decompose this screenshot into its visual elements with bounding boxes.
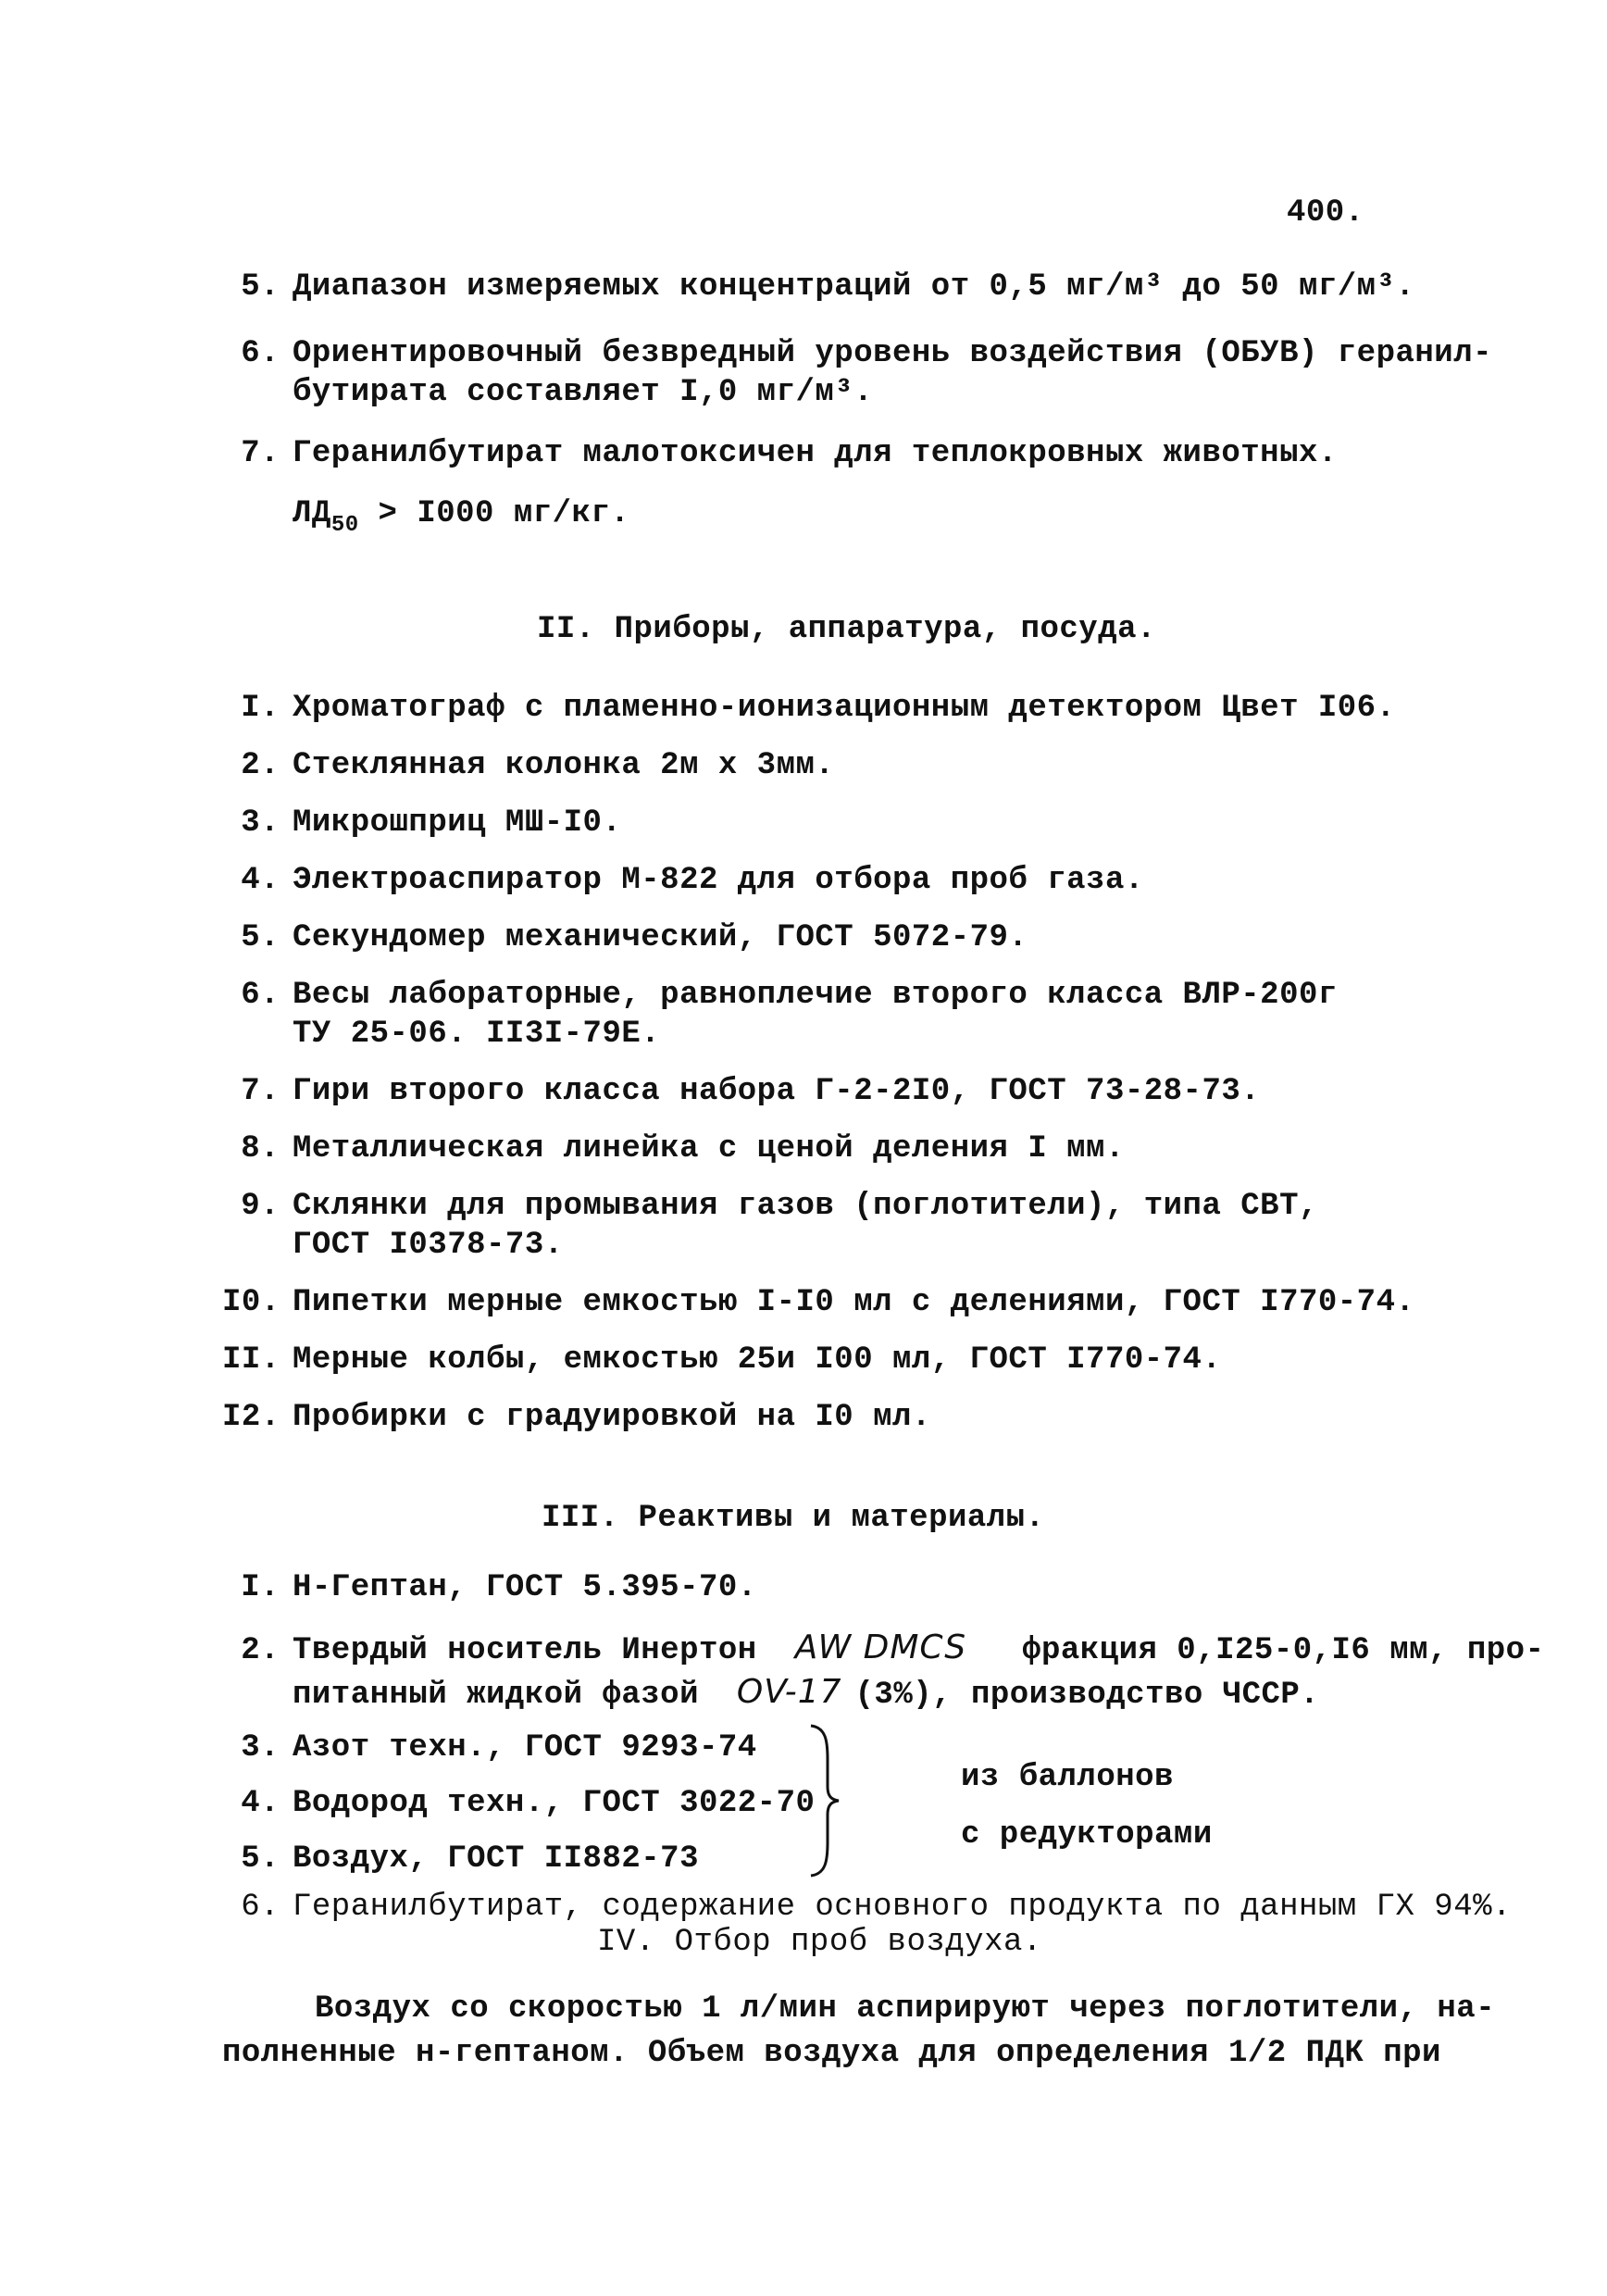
page-number: 400. (1287, 195, 1364, 231)
section-title: III. Реактивы и материалы. (542, 1501, 1045, 1536)
item-text: Весы лабораторные, равноплечие второго класса ВЛР-200г (293, 978, 1338, 1013)
item-text: Гири второго класса набора Г-2-2I0, ГОСТ 73-28-73. (293, 1074, 1261, 1109)
paragraph-line: Воздух со скоростью 1 л/мин аспирируют через поглотители, на- (315, 1991, 1496, 2027)
ld-value: > I000 мг/кг. (358, 496, 630, 531)
curly-brace (805, 1722, 842, 1879)
list-item (222, 805, 621, 842)
item-text: Пробирки с градуировкой на I0 мл. (293, 1400, 931, 1435)
item-text: (3%), производство ЧССР. (854, 1678, 1320, 1713)
item-number: 4. (241, 863, 280, 898)
item-text: Водород техн., ГОСТ 3022-70 (293, 1786, 816, 1821)
item-continuation (293, 495, 629, 544)
list-item (222, 1785, 815, 1822)
item-text: Геранилбутират малотоксичен для теплокровных животных. (293, 436, 1338, 471)
item-text: Твердый носитель Инертон (293, 1633, 757, 1668)
item-number: I. (241, 1570, 280, 1605)
item-continuation: ТУ 25-06. II3I-79Е. (293, 1017, 661, 1052)
item-number: 6. (241, 336, 280, 371)
list-item (222, 1841, 699, 1878)
item-number: I2. (222, 1400, 280, 1435)
item-text: Диапазон измеряемых концентраций от 0,5 мг/м³ до 50 мг/м³. (293, 269, 1415, 305)
list-item (222, 977, 1338, 1014)
section-title: IV. Отбор проб воздуха. (597, 1925, 1042, 1960)
item-continuation: ГОСТ I0378-73. (293, 1228, 564, 1263)
ld-label: ЛД (293, 496, 331, 531)
item-text: Электроаспиратор М-822 для отбора проб газа. (293, 863, 1144, 898)
item-number: 2. (241, 1633, 280, 1668)
item-number: I0. (222, 1285, 280, 1320)
item-text: фракция 0,I25-0,I6 мм, про- (1022, 1633, 1545, 1668)
list-item (222, 1569, 757, 1606)
list-item (222, 1073, 1260, 1110)
list-item (222, 690, 1396, 727)
list-item (222, 1130, 1125, 1167)
item-number: 9. (241, 1189, 280, 1224)
list-item (222, 335, 1492, 372)
item-text: питанный жидкой фазой (293, 1678, 699, 1713)
item-number: 3. (241, 805, 280, 841)
list-item (222, 1284, 1414, 1321)
list-item (222, 1341, 1221, 1379)
item-text: Пипетки мерные емкостью I-I0 мл с делениями, ГОСТ I770-74. (293, 1285, 1415, 1320)
item-text: Воздух, ГОСТ II882-73 (293, 1841, 699, 1877)
item-continuation: бутирата составляет I,0 мг/м³. (293, 375, 874, 410)
item-number: 5. (241, 920, 280, 955)
item-number: 3. (241, 1730, 280, 1766)
item-number: 2. (241, 748, 280, 783)
item-number: 6. (241, 1890, 280, 1925)
item-number: II. (222, 1342, 280, 1378)
item-number: 8. (241, 1131, 280, 1167)
item-text: Секундомер механический, ГОСТ 5072-79. (293, 920, 1028, 955)
item-number: 6. (241, 978, 280, 1013)
list-item (222, 1729, 757, 1766)
list-item (222, 1399, 931, 1436)
handwritten-insert: OV-17 (736, 1673, 842, 1711)
item-text: Мерные колбы, емкостью 25и I00 мл, ГОСТ I770-74. (293, 1342, 1222, 1378)
item-text: Азот техн., ГОСТ 9293-74 (293, 1730, 757, 1766)
ld-subscript: 50 (330, 513, 359, 538)
list-item (222, 435, 1338, 472)
item-number: 4. (241, 1786, 280, 1821)
item-text: Стеклянная колонка 2м x 3мм. (293, 748, 835, 783)
list-item (222, 1889, 1512, 1926)
handwritten-insert: AW DMCS (794, 1628, 967, 1666)
item-number: 7. (241, 1074, 280, 1109)
paragraph-line: полненные н-гептаном. Объем воздуха для определения 1/2 ПДК при (222, 2036, 1441, 2071)
item-number: 7. (241, 436, 280, 471)
list-item (222, 862, 1144, 899)
section-title: II. Приборы, аппаратура, посуда. (537, 612, 1156, 647)
item-text: Геранилбутират, содержание основного продукта по данным ГХ 94%. (293, 1890, 1512, 1925)
list-item (222, 1188, 1318, 1225)
brace-note: с редукторами (961, 1817, 1213, 1853)
item-number: 5. (241, 1841, 280, 1877)
item-text: Металлическая линейка с ценой деления I мм. (293, 1131, 1125, 1167)
list-item (222, 268, 1414, 306)
list-item (222, 747, 834, 784)
item-text: Н-Гептан, ГОСТ 5.395-70. (293, 1570, 757, 1605)
list-item (222, 919, 1028, 956)
item-text: Склянки для промывания газов (поглотители), типа СВТ, (293, 1189, 1318, 1224)
item-continuation (293, 1674, 1319, 1714)
item-number: 5. (241, 269, 280, 305)
brace-note: из баллонов (961, 1760, 1174, 1795)
item-text: Хроматограф с пламенно-ионизационным детектором Цвет I06. (293, 691, 1396, 726)
item-text: Микрошприц МШ-I0. (293, 805, 622, 841)
item-number: I. (241, 691, 280, 726)
list-item (222, 1629, 1544, 1669)
item-text: Ориентировочный безвредный уровень воздействия (ОБУВ) геранил- (293, 336, 1493, 371)
